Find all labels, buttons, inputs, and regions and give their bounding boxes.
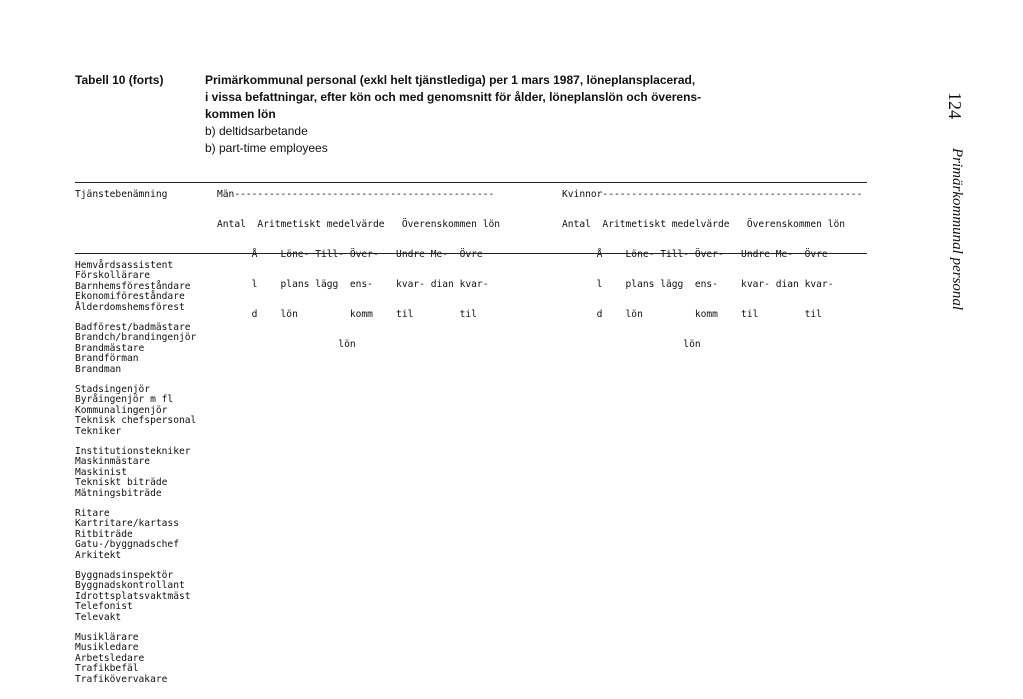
row-title: Brandmästare [75,342,145,354]
row-title: Byggnadsinspektör [75,570,174,581]
women-subheader-line-2: Å Löne- Till- Över- Undre Me- Övre [562,249,828,260]
row-title: Hemvårdsassistent [75,260,174,271]
row-title: Musikledare [75,642,139,654]
row-title: Teknisk chefspersonal [75,415,197,427]
row-title: Idrottsplatsvaktmäst [75,590,191,602]
men-subheaders [217,200,500,360]
title-line-2: i vissa befattningar, efter kön och med genomsnitt för ålder, löneplanslön och överens- [205,90,702,104]
column-header-men: Män--------------------------------------------- [217,189,495,200]
row-title: Trafikbefäl [75,663,139,675]
page-margin [945,60,975,311]
row-title: Gatu-/byggnadschef [75,539,179,551]
women-subheaders [562,200,845,360]
row-title: Trafikövervakare [75,673,168,685]
table-title [205,72,815,157]
top-rule [75,182,867,183]
row-title: Maskinist [75,466,127,478]
header-rule [75,253,867,254]
page-number: 124 [945,92,965,119]
row-title: Brandch/brandingenjör [75,332,197,344]
women-subheader-line-3: l plans lägg ens- kvar- dian kvar- [562,279,834,290]
men-subheader-line-4: d lön komm til til [217,309,477,320]
column-header-name: Tjänstebenämning [75,189,168,200]
row-title: Tekniker [75,425,122,437]
row-title: Musiklärare [75,632,139,643]
row-title: Ålderdomshemsförest [75,301,185,313]
women-subheader-line-5: lön [562,339,701,350]
row-title: Mätningsbiträde [75,487,162,499]
row-title: Ekonomiföreståndare [75,291,185,303]
row-title: Badförest/badmästare [75,322,191,333]
men-subheader-line-5: lön [217,339,356,350]
row-title: Tekniskt biträde [75,477,168,489]
column-header-women: Kvinnor--------------------------------------------- [562,189,863,200]
men-subheader-line-1: Antal Aritmetiskt medelvärde Överenskommen lön [217,219,501,230]
women-subheader-line-4: d lön komm til til [562,309,822,320]
row-title: Förskollärare [75,270,151,282]
row-title: Ritbiträde [75,528,133,540]
row-title: Institutionstekniker [75,446,191,457]
row-title: Brandförman [75,353,139,365]
row-title: Arkitekt [75,549,122,561]
row-title: Brandman [75,363,122,375]
title-line-3: kommen lön [205,107,276,121]
row-title: Arbetsledare [75,652,145,664]
row-title: Byggnadskontrollant [75,580,185,592]
row-title: Kartritare/kartass [75,518,179,530]
subtitle-english: b) part-time employees [205,141,328,155]
row-title: Ritare [75,508,110,519]
row-title: Barnhemsföreståndare [75,280,191,292]
row-title: Televakt [75,611,122,623]
row-title: Telefonist [75,601,133,613]
section-title: Primärkommunal personal [949,148,965,311]
row-title: Stadsingenjör [75,384,151,395]
row-title: Maskinmästare [75,456,151,468]
men-subheader-line-3: l plans lägg ens- kvar- dian kvar- [217,279,489,290]
title-line-1: Primärkommunal personal (exkl helt tjänstlediga) per 1 mars 1987, löneplansplacerad, [205,73,696,87]
subtitle-swedish: b) deltidsarbetande [205,124,308,138]
women-subheader-line-1: Antal Aritmetiskt medelvärde Överenskommen lön [562,219,846,230]
table-label: Tabell 10 (forts) [75,73,164,87]
row-title: Byråingenjör m fl [75,394,174,406]
row-title: Kommunalingenjör [75,404,168,416]
men-subheader-line-2: Å Löne- Till- Över- Undre Me- Övre [217,249,483,260]
